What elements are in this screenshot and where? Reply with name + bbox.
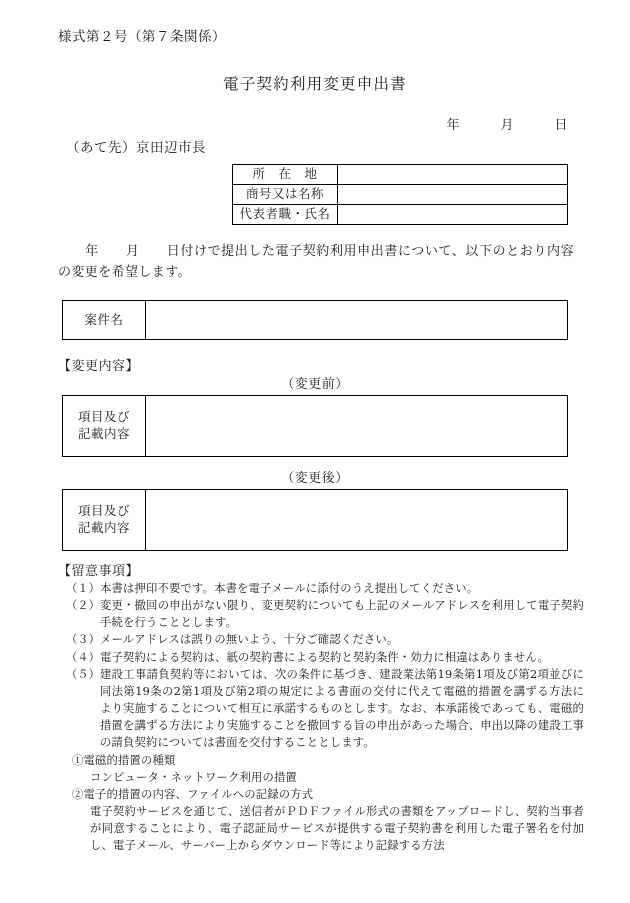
date-line: 年 月 日 [446, 118, 568, 133]
applicant-label-representative: 代表者職・氏名 [233, 205, 338, 225]
note-text: 本書は押印不要です。本書を電子メールに添付のうえ提出してください。 [100, 582, 479, 595]
before-change-label-line2: 記載内容 [77, 426, 130, 441]
after-change-label-line2: 記載内容 [77, 520, 130, 535]
note-marker: （４） [66, 650, 100, 664]
note-text: 変更・撤回の申出がない限り、変更契約についても上記のメールアドレスを利用して電子契約手続を行うこととします。 [100, 599, 584, 630]
note-sub-item-body-2: 電子契約サービスを通じて、送信者がＰＤＦファイル形式の書類をアップロードし、契約当事者が同意することにより、電子認証局サービスが提供する電子契約書を利用した電子署名を付加し、電子メール、サーバー上からダウンロード等により記録する方法 [90, 805, 584, 853]
after-change-label-line1: 項目及び [77, 503, 130, 519]
table-row [63, 396, 568, 457]
note-text: 建設工事請負契約等においては、次の条件に基づき、建設業法第19条第1項及び第2項並びに同法第19条の2第1項及び第2項の規定による書面の交付に代えて電磁的措置を講ずる方法により実施することについて相互に承諾するものとします。なお、本承諾後であっても、電磁的措置を講ずる方法により実施することを撤回する旨の申出があった場合、申出以降の建設工事の請負契約については書面を交付することとします。 [100, 667, 584, 750]
notes-list [66, 580, 584, 855]
notes-heading: 【留意事項】 [58, 564, 140, 579]
after-change-field[interactable] [146, 490, 568, 551]
note-item [66, 666, 584, 752]
form-code: 様式第２号（第７条関係） [58, 29, 226, 45]
table-row [233, 165, 568, 185]
before-change-label-line1: 項目及び [77, 409, 130, 425]
after-change-caption: （変更後） [281, 471, 349, 486]
after-change-table [62, 489, 568, 551]
note-item [66, 649, 584, 666]
note-marker: （１） [66, 582, 100, 595]
before-change-label [63, 396, 146, 457]
applicant-field-representative[interactable] [338, 205, 568, 225]
intro-paragraph: 年 月 日付けで提出した電子契約利用申出書について、以下のとおり内容の変更を希望します。 [58, 244, 574, 281]
note-sub-item-body-1: コンピュータ・ネットワーク利用の措置 [90, 770, 297, 784]
table-row [63, 490, 568, 551]
note-sub-item-marker-2: ②電子的措置の内容、ファイルへの記録の方式 [72, 787, 314, 801]
change-content-heading: 【変更内容】 [58, 359, 140, 374]
addressee-line: （あて先）京田辺市長 [66, 140, 206, 156]
table-row [233, 205, 568, 225]
before-change-table [62, 395, 568, 457]
note-item [66, 580, 584, 597]
applicant-table [232, 164, 568, 225]
applicant-field-company-name[interactable] [338, 185, 568, 205]
case-name-label: 案件名 [63, 301, 146, 340]
note-item [66, 631, 584, 648]
note-text: メールアドレスは誤りの無いよう、十分ご確認ください。 [100, 633, 399, 647]
applicant-label-company-name: 商号又は名称 [233, 185, 338, 205]
before-change-field[interactable] [146, 396, 568, 457]
table-row [233, 185, 568, 205]
applicant-label-address: 所 在 地 [233, 165, 338, 185]
case-name-table [62, 300, 568, 340]
after-change-label [63, 490, 146, 551]
table-row [63, 301, 568, 340]
applicant-field-address[interactable] [338, 165, 568, 185]
note-item [66, 597, 584, 631]
note-text: 電子契約による契約は、紙の契約書による契約と契約条件・効力に相違はありません。 [100, 650, 550, 664]
note-marker: （２） [66, 599, 100, 613]
note-marker: （３） [66, 633, 100, 647]
document-title: 電子契約利用変更申出書 [223, 75, 407, 93]
before-change-caption: （変更前） [281, 377, 349, 392]
note-sub-item-marker-1: ①電磁的措置の種類 [72, 753, 176, 767]
note-marker: （５） [66, 667, 100, 681]
case-name-field[interactable] [146, 301, 568, 340]
